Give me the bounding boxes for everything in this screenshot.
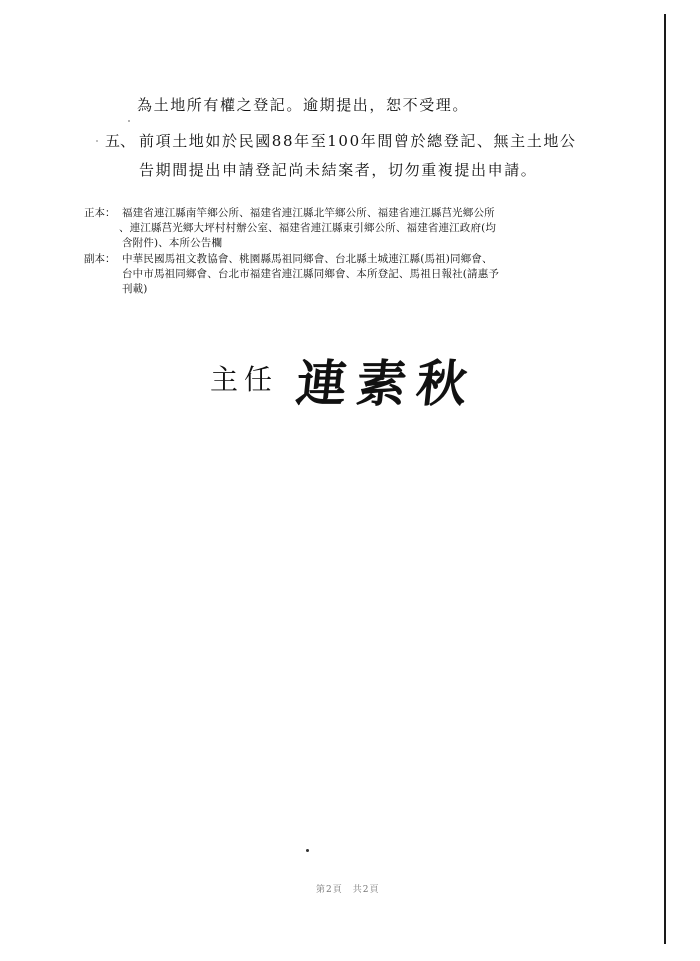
copy-recipients-label: 副本：: [84, 253, 116, 265]
copy-recipients-line: 中華民國馬祖文教協會、桃園縣馬祖同鄉會、台北縣土城連江縣(馬祖)同鄉會、: [122, 253, 493, 265]
signature-name: 連素秋: [293, 354, 480, 413]
signature-title: 主任: [210, 363, 279, 396]
original-recipients-label: 正本：: [84, 207, 116, 219]
scan-speck: [128, 120, 130, 122]
body-text-line: 前項土地如於民國88年至100年間曾於總登記、無主土地公: [139, 132, 577, 150]
scan-edge-line: [664, 14, 666, 944]
item-number: 五、: [105, 132, 136, 150]
original-recipients-line: 福建省連江縣南竿鄉公所、福建省連江縣北竿鄉公所、福建省連江縣莒光鄉公所: [122, 207, 495, 219]
copy-recipients-line: 刊載): [122, 283, 148, 295]
body-text-line: 告期間提出申請登記尚未結案者，切勿重複提出申請。: [139, 161, 538, 179]
original-recipients-line: 含附件)、本所公告欄: [122, 237, 223, 249]
copy-recipients-line: 台中市馬祖同鄉會、台北市福建省連江縣同鄉會、本所登記、馬祖日報社(請惠予: [122, 268, 499, 280]
scan-speck: [96, 140, 98, 142]
original-recipients-line: 、連江縣莒光鄉大坪村村辦公室、福建省連江縣東引鄉公所、福建省連江政府(均: [119, 222, 496, 234]
page-number-footer: 第2頁 共2頁: [316, 885, 380, 895]
scan-speck: [306, 849, 309, 852]
body-text-line: 為土地所有權之登記。逾期提出，恕不受理。: [137, 96, 470, 114]
